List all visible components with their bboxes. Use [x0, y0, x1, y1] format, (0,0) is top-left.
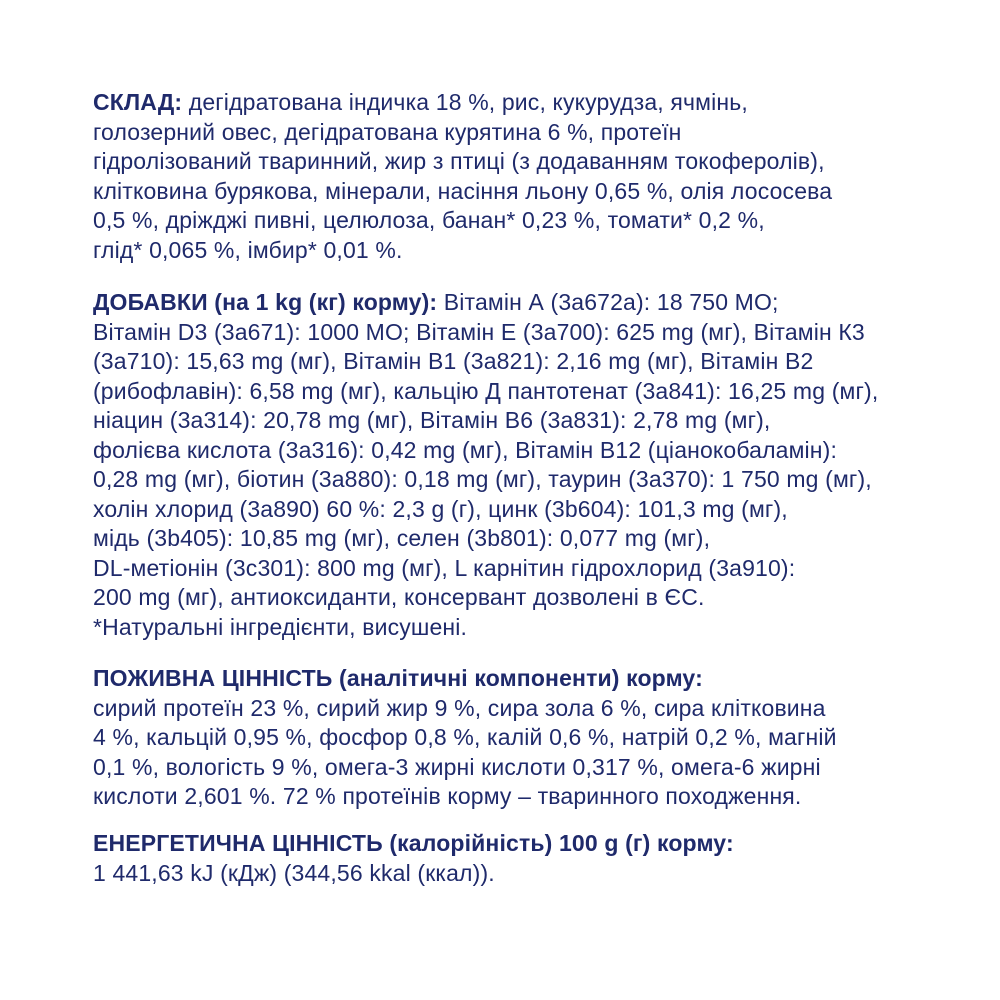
additives-line: DL-метіонін (3с301): 800 mg (мг), L карнітин гідрохлорид (3а910):	[93, 554, 796, 581]
energy-heading: ЕНЕРГЕТИЧНА ЦІННІСТЬ (калорійність) 100 g (г) корму:	[93, 830, 734, 856]
nutrition-line: кислоти 2,601 %. 72 % протеїнів корму – тваринного походження.	[93, 783, 802, 809]
composition-line: голозерний овес, дегідратована курятина 6 %, протеїн	[93, 118, 682, 145]
composition-section	[93, 88, 923, 265]
additives-line: фолієва кислота (3а316): 0,42 mg (мг), Вітамін В12 (ціанокобаламін):	[93, 436, 838, 463]
nutrition-line: 4 %, кальцій 0,95 %, фосфор 0,8 %, калій 0,6 %, натрій 0,2 %, магній	[93, 724, 837, 750]
energy-line: 1 441,63 kJ (кДж) (344,56 kkal (ккал)).	[93, 859, 495, 886]
composition-text: дегідратована індичка 18 %, рис, кукурудза, ячмінь,	[182, 89, 748, 115]
additives-line-1	[93, 288, 923, 318]
nutrition-heading: ПОЖИВНА ЦІННІСТЬ (аналітичні компоненти) корму:	[93, 665, 703, 691]
composition-line: глід* 0,065 %, імбир* 0,01 %.	[93, 236, 403, 263]
composition-line: клітковина бурякова, мінерали, насіння льону 0,65 %, олія лососева	[93, 177, 833, 204]
nutrition-line: сирий протеїн 23 %, сирий жир 9 %, сира зола 6 %, сира клітковина	[93, 694, 826, 721]
energy-section	[93, 829, 923, 888]
additives-line: Вітамін D3 (3а671): 1000 МО; Вітамін Е (3а700): 625 mg (мг), Вітамін К3	[93, 318, 865, 345]
additives-line: (3а710): 15,63 mg (мг), Вітамін В1 (3а821): 2,16 mg (мг), Вітамін В2	[93, 348, 814, 374]
additives-line: мідь (3b405): 10,85 mg (мг), селен (3b801): 0,077 mg (мг),	[93, 525, 711, 551]
composition-line: гідролізований тваринний, жир з птиці (з додаванням токоферолів),	[93, 148, 825, 174]
additives-line: холін хлорид (3а890) 60 %: 2,3 g (г), цинк (3b604): 101,3 mg (мг),	[93, 495, 788, 522]
additives-footnote: *Натуральні інгредієнти, висушені.	[93, 613, 468, 640]
nutrition-line: 0,1 %, вологість 9 %, омега-3 жирні кислоти 0,317 %, омега-6 жирні	[93, 753, 821, 780]
composition-heading: СКЛАД:	[93, 89, 183, 115]
additives-line: 0,28 mg (мг), біотин (3а880): 0,18 mg (мг), таурин (3а370): 1 750 mg (мг),	[93, 466, 872, 492]
additives-line: 200 mg (мг), антиоксиданти, консервант дозволені в ЄС.	[93, 584, 705, 610]
additives-text: Вітамін А (3а672а): 18 750 МО;	[437, 289, 779, 315]
nutrition-section	[93, 664, 923, 812]
additives-line: ніацин (3а314): 20,78 mg (мг), Вітамін В6 (3а831): 2,78 mg (мг),	[93, 407, 771, 433]
composition-line: 0,5 %, дріжджі пивні, целюлоза, банан* 0,23 %, томати* 0,2 %,	[93, 207, 765, 233]
additives-section	[93, 288, 923, 642]
additives-heading: ДОБАВКИ (на 1 kg (кг) корму):	[93, 289, 438, 315]
additives-line: (рибофлавін): 6,58 mg (мг), кальцію Д пантотенат (3а841): 16,25 mg (мг),	[93, 377, 879, 404]
composition-line-1	[93, 88, 923, 118]
